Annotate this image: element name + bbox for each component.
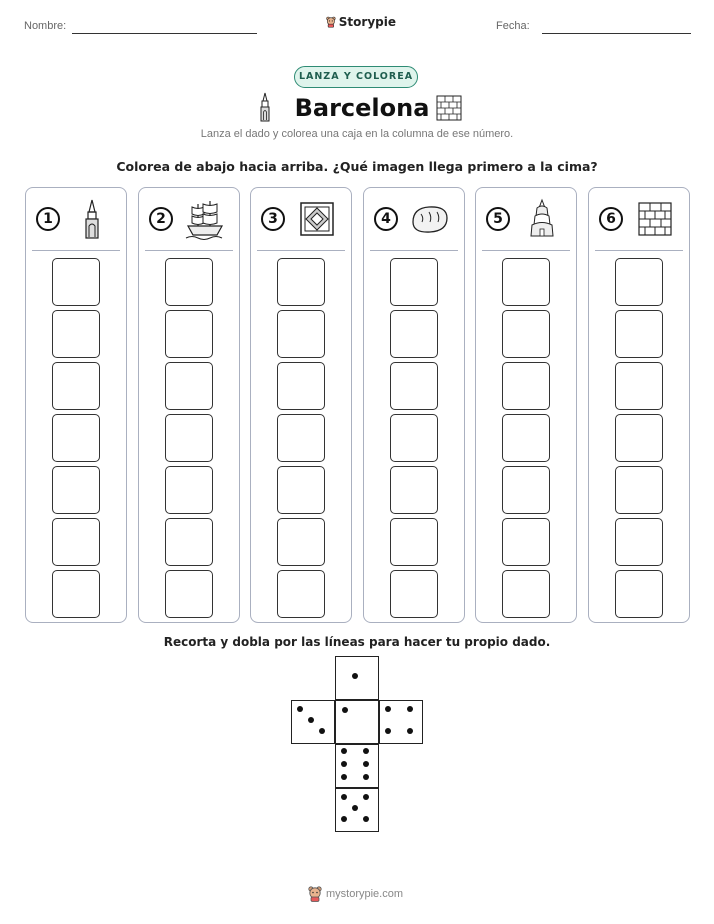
column-divider	[482, 250, 570, 251]
color-box[interactable]	[52, 466, 100, 514]
color-box[interactable]	[390, 518, 438, 566]
die-pip	[407, 706, 413, 712]
color-box[interactable]	[165, 362, 213, 410]
die-pip	[363, 761, 369, 767]
color-box[interactable]	[165, 466, 213, 514]
column-3	[250, 187, 352, 623]
die-pip	[363, 794, 369, 800]
die-pip	[341, 748, 347, 754]
color-box[interactable]	[277, 466, 325, 514]
column-number: 3	[261, 207, 285, 231]
sailing-ship-icon	[184, 198, 226, 240]
die-pip	[341, 761, 347, 767]
color-box[interactable]	[165, 518, 213, 566]
die-face-three	[291, 700, 335, 744]
color-box[interactable]	[165, 570, 213, 618]
die-pip	[363, 748, 369, 754]
column-number: 2	[149, 207, 173, 231]
color-box[interactable]	[52, 362, 100, 410]
column-6	[588, 187, 690, 623]
die-face-four	[379, 700, 423, 744]
color-box[interactable]	[615, 570, 663, 618]
color-box[interactable]	[615, 414, 663, 462]
column-5	[475, 187, 577, 623]
die-face-five	[335, 788, 379, 832]
column-header	[589, 188, 689, 250]
column-divider	[32, 250, 120, 251]
logo-text: Storypie	[338, 15, 396, 29]
color-box[interactable]	[502, 310, 550, 358]
column-header	[139, 188, 239, 250]
color-box[interactable]	[502, 258, 550, 306]
column-number: 4	[374, 207, 398, 231]
color-box[interactable]	[615, 362, 663, 410]
die-pip	[352, 673, 358, 679]
die-face-six	[335, 744, 379, 788]
bear-mascot-footer-icon	[308, 886, 322, 902]
instruction-top: Colorea de abajo hacia arriba. ¿Qué imagen llega primero a la cima?	[116, 159, 598, 174]
column-number: 6	[599, 207, 623, 231]
color-box[interactable]	[502, 414, 550, 462]
color-box[interactable]	[502, 518, 550, 566]
color-box[interactable]	[277, 258, 325, 306]
name-line[interactable]	[72, 33, 257, 34]
die-pip	[308, 717, 314, 723]
column-divider	[370, 250, 458, 251]
color-box[interactable]	[165, 414, 213, 462]
die-pip	[352, 805, 358, 811]
date-line[interactable]	[542, 33, 691, 34]
color-box[interactable]	[615, 466, 663, 514]
color-box[interactable]	[615, 258, 663, 306]
color-box[interactable]	[52, 258, 100, 306]
page-title: Barcelona	[294, 94, 430, 122]
color-box[interactable]	[390, 362, 438, 410]
column-header	[364, 188, 464, 250]
color-box[interactable]	[390, 466, 438, 514]
color-box[interactable]	[502, 570, 550, 618]
mosaic-tile-icon	[296, 198, 338, 240]
color-box[interactable]	[52, 518, 100, 566]
die-pip	[341, 774, 347, 780]
color-box[interactable]	[165, 310, 213, 358]
die-pip	[342, 707, 348, 713]
column-header	[476, 188, 576, 250]
color-box[interactable]	[615, 310, 663, 358]
color-box[interactable]	[390, 414, 438, 462]
date-label: Fecha:	[496, 20, 530, 32]
die-pip	[407, 728, 413, 734]
color-box[interactable]	[277, 362, 325, 410]
color-box[interactable]	[615, 518, 663, 566]
column-divider	[257, 250, 345, 251]
color-box[interactable]	[502, 466, 550, 514]
column-divider	[595, 250, 683, 251]
color-box[interactable]	[277, 518, 325, 566]
color-box[interactable]	[52, 414, 100, 462]
column-header	[251, 188, 351, 250]
column-1	[25, 187, 127, 623]
column-number: 1	[36, 207, 60, 231]
name-label: Nombre:	[24, 20, 67, 32]
bear-mascot-icon	[326, 14, 336, 30]
storypie-logo	[326, 12, 396, 32]
die-pip	[341, 794, 347, 800]
footer-url: mystorypie.com	[326, 888, 404, 900]
instruction-bottom: Recorta y dobla por las líneas para hacer tu propio dado.	[163, 635, 551, 649]
die-pip	[385, 728, 391, 734]
bread-loaf-icon	[409, 198, 451, 240]
color-box[interactable]	[52, 310, 100, 358]
footer	[308, 884, 408, 904]
sagrada-tower-icon	[521, 198, 563, 240]
brick-wall-title-icon	[436, 95, 462, 121]
die-face-one-center	[335, 700, 379, 744]
color-box[interactable]	[277, 570, 325, 618]
color-box[interactable]	[52, 570, 100, 618]
gothic-spire-icon	[71, 198, 113, 240]
die-pip	[363, 774, 369, 780]
color-box[interactable]	[390, 310, 438, 358]
color-box[interactable]	[390, 258, 438, 306]
color-box[interactable]	[165, 258, 213, 306]
subtitle: Lanza el dado y colorea una caja en la columna de ese número.	[200, 128, 514, 140]
column-divider	[145, 250, 233, 251]
column-2	[138, 187, 240, 623]
color-box[interactable]	[390, 570, 438, 618]
color-box[interactable]	[277, 414, 325, 462]
die-pip	[341, 816, 347, 822]
die-pip	[363, 816, 369, 822]
brick-wall-icon	[634, 198, 676, 240]
die-pip	[319, 728, 325, 734]
column-4	[363, 187, 465, 623]
column-number: 5	[486, 207, 510, 231]
column-header	[26, 188, 126, 250]
die-face-one	[335, 656, 379, 700]
activity-badge: LANZA Y COLOREA	[294, 66, 418, 88]
die-pip	[385, 706, 391, 712]
color-box[interactable]	[502, 362, 550, 410]
color-box[interactable]	[277, 310, 325, 358]
die-pip	[297, 706, 303, 712]
